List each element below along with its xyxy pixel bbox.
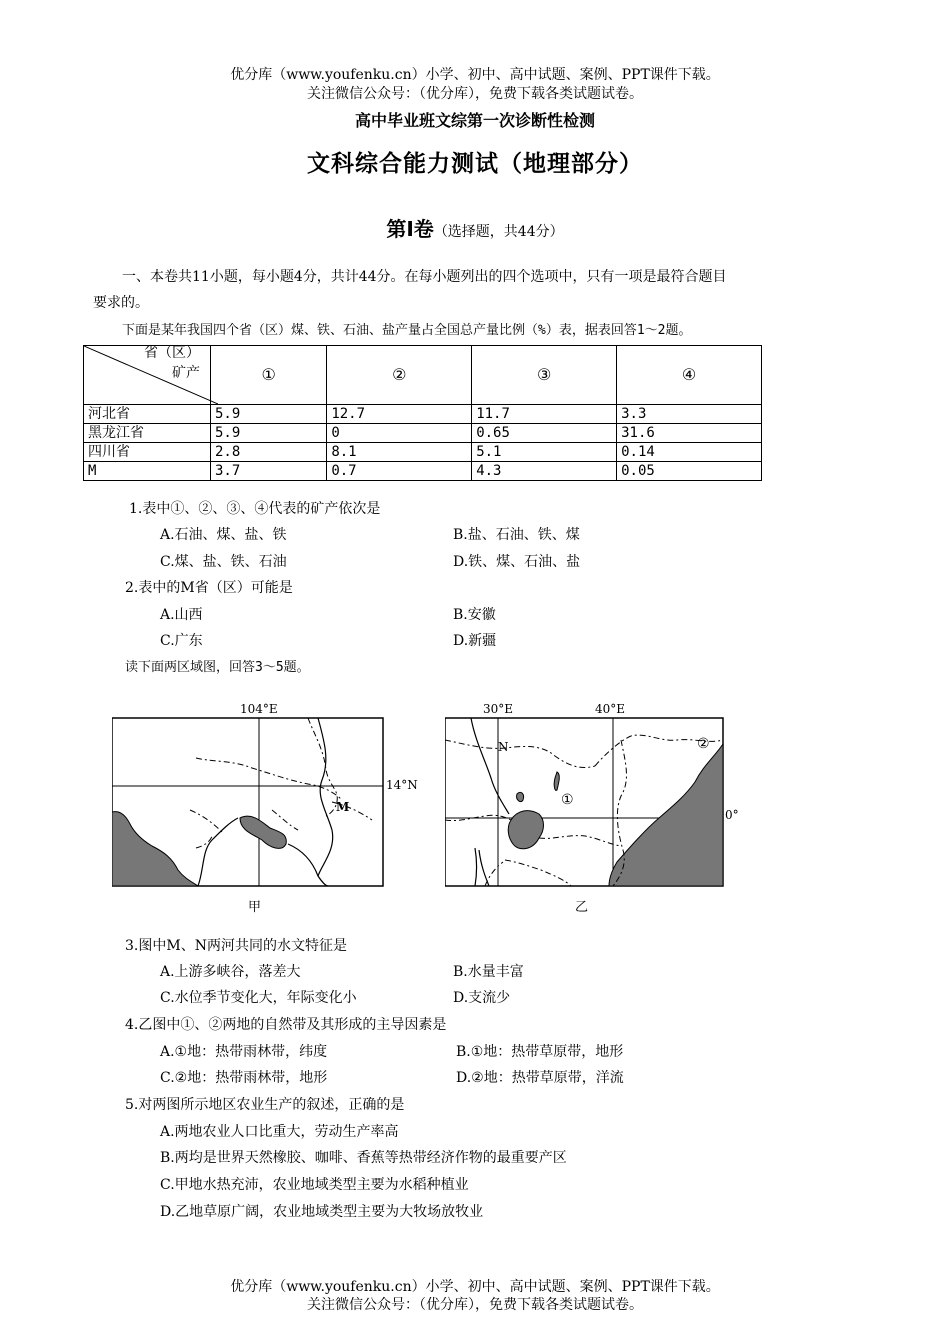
table-cell: 2.8 bbox=[211, 443, 327, 462]
question-2-option-b: B.安徽 bbox=[453, 607, 496, 623]
question-5-stem: 5.对两图所示地区农业生产的叙述，正确的是 bbox=[125, 1097, 405, 1113]
table-cell: 0.65 bbox=[472, 424, 617, 443]
site-footer-line2: 关注微信公众号：（优分库），免费下载各类试题试卷。 bbox=[307, 1297, 643, 1313]
table-row bbox=[84, 424, 762, 443]
question-1-stem: 1.表中①、②、③、④代表的矿产依次是 bbox=[129, 501, 381, 517]
question-4-stem: 4.乙图中①、②两地的自然带及其形成的主导因素是 bbox=[125, 1017, 447, 1033]
table-cell: 5.9 bbox=[211, 424, 327, 443]
table-cell: 0.7 bbox=[327, 462, 472, 481]
question-2-option-d: D.新疆 bbox=[453, 633, 497, 649]
table-row bbox=[84, 443, 762, 462]
map-jia-caption: 甲 bbox=[248, 900, 262, 915]
table-intro: 下面是某年我国四个省（区）煤、铁、石油、盐产量占全国总产量比例（%）表，据表回答1～2题。 bbox=[122, 323, 692, 338]
table-cell: 4.3 bbox=[472, 462, 617, 481]
question-4-option-a: A.①地：热带雨林带，纬度 bbox=[160, 1044, 328, 1060]
map-jia-lat: 14°N bbox=[386, 778, 418, 792]
map-jia bbox=[112, 700, 418, 918]
table-row bbox=[84, 462, 762, 481]
table-cell: 5.9 bbox=[211, 405, 327, 424]
map-intro: 读下面两区域图，回答3～5题。 bbox=[125, 660, 310, 675]
table-cell: 5.1 bbox=[472, 443, 617, 462]
question-5-option-d: D.乙地草原广阔，农业地域类型主要为大牧场放牧业 bbox=[160, 1204, 484, 1220]
table-row-name: 黑龙江省 bbox=[84, 424, 211, 443]
table-cell: 0.05 bbox=[617, 462, 762, 481]
question-1-option-c: C.煤、盐、铁、石油 bbox=[160, 554, 287, 570]
map-yi-mark2: ② bbox=[697, 736, 710, 752]
mineral-table bbox=[83, 345, 762, 481]
instructions-line1: 一、本卷共11小题，每小题4分，共计44分。在每小题列出的四个选项中，只有一项是最符合题目 bbox=[122, 269, 727, 285]
question-4-option-d: D.②地：热带草原带，洋流 bbox=[456, 1070, 624, 1086]
table-cell: 0.14 bbox=[617, 443, 762, 462]
question-5-option-b: B.两均是世界天然橡胶、咖啡、香蕉等热带经济作物的最重要产区 bbox=[160, 1150, 567, 1166]
question-3-option-c: C.水位季节变化大，年际变化小 bbox=[160, 990, 357, 1006]
question-1-option-a: A.石油、煤、盐、铁 bbox=[160, 527, 287, 543]
question-5-option-c: C.甲地水热充沛，农业地域类型主要为水稻种植业 bbox=[160, 1177, 469, 1193]
map-yi-drawing bbox=[445, 700, 745, 918]
site-footer-line1: 优分库（www.youfenku.cn）小学、初中、高中试题、案例、PPT课件下载。 bbox=[230, 1279, 720, 1295]
table-cell: 0 bbox=[327, 424, 472, 443]
question-3-stem: 3.图中M、N两河共同的水文特征是 bbox=[125, 938, 347, 954]
question-3-option-a: A.上游多峡谷，落差大 bbox=[160, 964, 301, 980]
volume-title bbox=[0, 213, 950, 242]
map-yi-lon2: 40°E bbox=[595, 702, 626, 716]
table-row-name: M bbox=[84, 462, 211, 481]
site-banner-line1: 优分库（www.youfenku.cn）小学、初中、高中试题、案例、PPT课件下载。 bbox=[230, 67, 720, 83]
volume-note: （选择题，共44分） bbox=[433, 224, 564, 240]
site-banner-line2: 关注微信公众号：（优分库），免费下载各类试题试卷。 bbox=[307, 86, 643, 102]
map-jia-drawing bbox=[112, 700, 412, 918]
map-yi bbox=[445, 700, 745, 918]
table-cell: 12.7 bbox=[327, 405, 472, 424]
volume-label: 第Ⅰ卷 bbox=[386, 217, 434, 241]
table-col-header: ① bbox=[211, 346, 327, 405]
map-yi-river: N bbox=[498, 740, 509, 754]
question-5-option-a: A.两地农业人口比重大，劳动生产率高 bbox=[160, 1124, 399, 1140]
table-cell: 8.1 bbox=[327, 443, 472, 462]
map-yi-caption: 乙 bbox=[575, 900, 589, 915]
map-jia-lon: 104°E bbox=[240, 702, 278, 716]
map-jia-river: M bbox=[336, 800, 350, 814]
table-col-header: ④ bbox=[617, 346, 762, 405]
corner-top-label: 省（区） bbox=[144, 345, 200, 361]
table-cell: 31.6 bbox=[617, 424, 762, 443]
exam-title: 高中毕业班文综第一次诊断性检测 bbox=[354, 111, 595, 130]
table-row-name: 四川省 bbox=[84, 443, 211, 462]
map-yi-lon1: 30°E bbox=[483, 702, 514, 716]
table-row bbox=[84, 405, 762, 424]
question-2-option-a: A.山西 bbox=[160, 607, 203, 623]
table-col-header: ② bbox=[327, 346, 472, 405]
corner-bottom-label: 矿产 bbox=[172, 365, 200, 381]
question-4-option-b: B.①地：热带草原带，地形 bbox=[456, 1044, 624, 1060]
question-1-option-b: B.盐、石油、铁、煤 bbox=[453, 527, 580, 543]
table-row-name: 河北省 bbox=[84, 405, 211, 424]
question-2-stem: 2.表中的M省（区）可能是 bbox=[125, 580, 293, 596]
question-1-option-d: D.铁、煤、石油、盐 bbox=[453, 554, 581, 570]
instructions-line2: 要求的。 bbox=[93, 295, 149, 311]
question-3-option-d: D.支流少 bbox=[453, 990, 511, 1006]
table-corner-cell bbox=[84, 346, 211, 405]
question-2-option-c: C.广东 bbox=[160, 633, 203, 649]
table-header-row bbox=[84, 346, 762, 405]
map-yi-lat: 0° bbox=[725, 808, 739, 822]
table-cell: 3.7 bbox=[211, 462, 327, 481]
table-cell: 11.7 bbox=[472, 405, 617, 424]
question-4-option-c: C.②地：热带雨林带，地形 bbox=[160, 1070, 328, 1086]
map-yi-mark1: ① bbox=[561, 792, 574, 808]
question-3-option-b: B.水量丰富 bbox=[453, 964, 524, 980]
subject-title: 文科综合能力测试（地理部分） bbox=[307, 151, 643, 177]
table-col-header: ③ bbox=[472, 346, 617, 405]
table-cell: 3.3 bbox=[617, 405, 762, 424]
